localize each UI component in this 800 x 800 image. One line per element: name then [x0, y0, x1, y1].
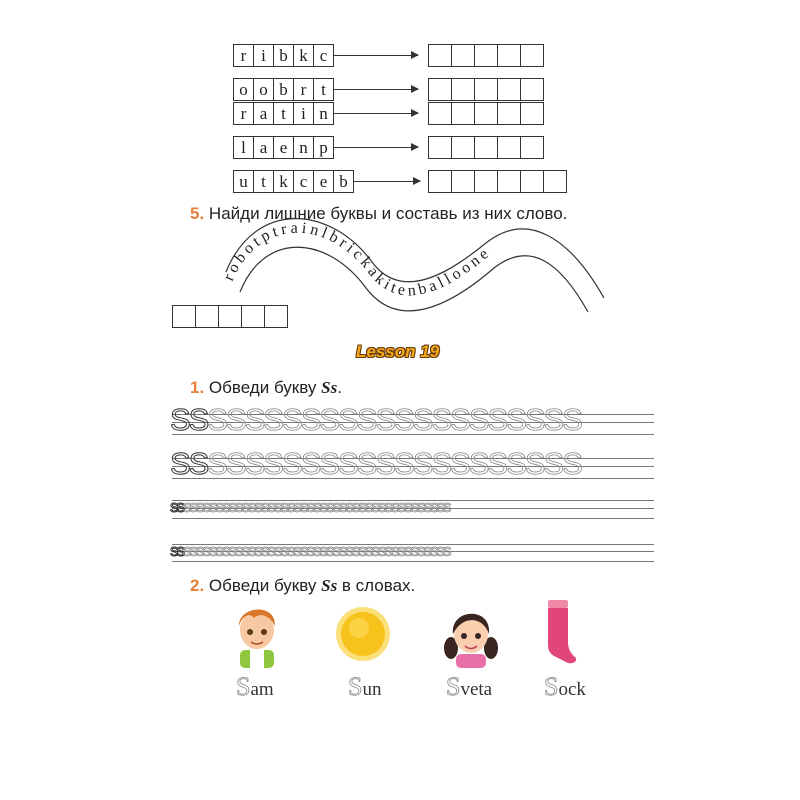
word-rest: am [250, 679, 274, 700]
sock-icon [540, 600, 580, 664]
girl-icon [442, 604, 500, 668]
word-rest: veta [460, 679, 493, 700]
small-s-trace-row-2[interactable] [170, 541, 656, 563]
dashed-letter-s: S [446, 672, 461, 701]
letter-box: a [253, 102, 274, 125]
trace-word[interactable] [236, 672, 274, 702]
answer-box[interactable] [218, 305, 242, 328]
capital-s-trace-row-2[interactable] [170, 446, 656, 482]
exercise-5-instruction: Найди лишние буквы и составь из них слово. [208, 204, 568, 223]
letter-box: l [233, 136, 254, 159]
letter-box: e [273, 136, 294, 159]
answer-box[interactable] [172, 305, 196, 328]
word-rest: un [362, 679, 382, 700]
exercise-5-number: 5. [190, 204, 205, 223]
letter-box: e [313, 170, 334, 193]
snake-letters: robotptrainlbrickakitenballoone [220, 219, 495, 300]
letter-box: b [333, 170, 354, 193]
sun-icon [335, 606, 391, 662]
trace-word[interactable] [446, 672, 492, 702]
letter-box: p [313, 136, 334, 159]
letter-box: r [233, 102, 254, 125]
dashed-letter-s: S [544, 672, 559, 701]
task-2-text: Обведи букву [208, 576, 322, 595]
letter-box: o [233, 78, 254, 101]
dashed-letter-s: S [236, 672, 251, 701]
task-1-text: Обведи букву [208, 378, 322, 397]
answer-box[interactable] [241, 305, 265, 328]
letter-box: r [233, 44, 254, 67]
letter-box: t [273, 102, 294, 125]
letter-box: k [273, 170, 294, 193]
solid-letters: ss [170, 497, 183, 516]
dashed-letter-s: S [348, 672, 363, 701]
letter-box: b [273, 78, 294, 101]
task-1-period: . [337, 378, 342, 397]
letter-box: c [293, 170, 314, 193]
task-2-letter: Ss [321, 576, 338, 595]
exercise-5-answer-boxes [172, 305, 288, 328]
dashed-letters: SSSSSSSSSSSSSSSSSSSS [207, 402, 581, 437]
letter-box: t [313, 78, 334, 101]
letter-box: c [313, 44, 334, 67]
lesson-title: Lesson 19 [356, 342, 440, 361]
capital-s-trace-row-1[interactable] [170, 402, 656, 438]
dashed-letters: SSSSSSSSSSSSSSSSSSSS [207, 446, 581, 481]
letter-box: k [293, 44, 314, 67]
letter-box: u [233, 170, 254, 193]
task-2-heading [190, 576, 415, 596]
dashed-letters: sssssssssssssssssssssssssssssssssssssssss [183, 541, 450, 560]
task-2-text-end: в словах. [337, 576, 416, 595]
solid-letters: ss [170, 541, 183, 560]
boy-icon [230, 600, 284, 668]
letter-box: o [253, 78, 274, 101]
task-1-heading [190, 378, 342, 398]
letter-box: i [253, 44, 274, 67]
answer-box[interactable] [264, 305, 288, 328]
task-1-number: 1. [190, 378, 205, 397]
letter-box: i [293, 102, 314, 125]
solid-letters: SS [170, 402, 208, 437]
dashed-letters: sssssssssssssssssssssssssssssssssssssssss [183, 497, 450, 516]
letter-box: t [253, 170, 274, 193]
letter-box: n [313, 102, 334, 125]
small-s-trace-row-1[interactable] [170, 497, 656, 519]
answer-box[interactable] [195, 305, 219, 328]
letter-box: r [293, 78, 314, 101]
task-1-letter: Ss [321, 378, 338, 397]
trace-word[interactable] [348, 672, 381, 702]
solid-letters: SS [170, 446, 208, 481]
letter-box: b [273, 44, 294, 67]
word-rest: ock [558, 679, 586, 700]
letter-box: n [293, 136, 314, 159]
task-2-number: 2. [190, 576, 205, 595]
trace-word[interactable] [544, 672, 586, 702]
letter-box: a [253, 136, 274, 159]
